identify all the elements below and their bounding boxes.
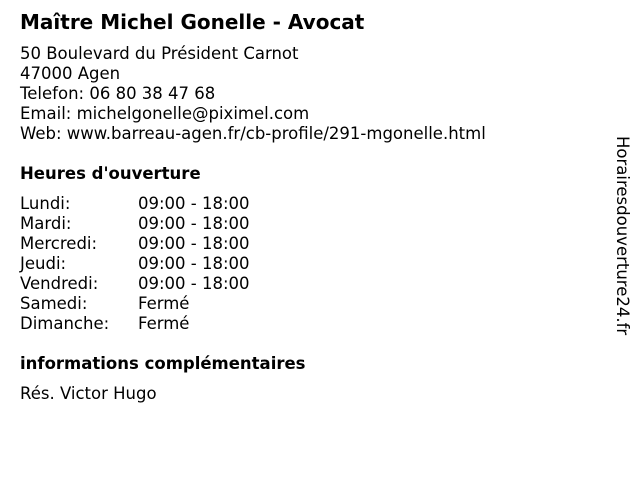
additional-info-text: Rés. Victor Hugo (20, 384, 157, 403)
hours-value: 09:00 - 18:00 (138, 274, 250, 293)
hours-value: 09:00 - 18:00 (138, 234, 250, 253)
day-label: Mardi: (20, 214, 72, 233)
email-address: Email: michelgonelle@piximel.com (20, 104, 310, 123)
day-label: Mercredi: (20, 234, 98, 253)
hours-value: Fermé (138, 294, 190, 313)
city: 47000 Agen (20, 64, 121, 83)
page-title: Maître Michel Gonelle - Avocat (20, 10, 365, 34)
phone-number: Telefon: 06 80 38 47 68 (20, 84, 216, 103)
day-label: Dimanche: (20, 314, 110, 333)
hours-value: 09:00 - 18:00 (138, 214, 250, 233)
hours-value: 09:00 - 18:00 (138, 254, 250, 273)
day-label: Vendredi: (20, 274, 99, 293)
opening-hours-heading: Heures d'ouverture (20, 164, 201, 183)
day-label: Lundi: (20, 194, 71, 213)
website-url: Web: www.barreau-agen.fr/cb-profile/291-mgonelle.html (20, 124, 486, 143)
day-label: Jeudi: (20, 254, 67, 273)
additional-info-heading: informations complémentaires (20, 354, 306, 373)
site-brand-watermark: Horairesdouverture24.fr (613, 136, 632, 336)
hours-value: 09:00 - 18:00 (138, 194, 250, 213)
hours-value: Fermé (138, 314, 190, 333)
address-block (20, 44, 486, 144)
day-label: Samedi: (20, 294, 88, 313)
street-address: 50 Boulevard du Président Carnot (20, 44, 299, 63)
